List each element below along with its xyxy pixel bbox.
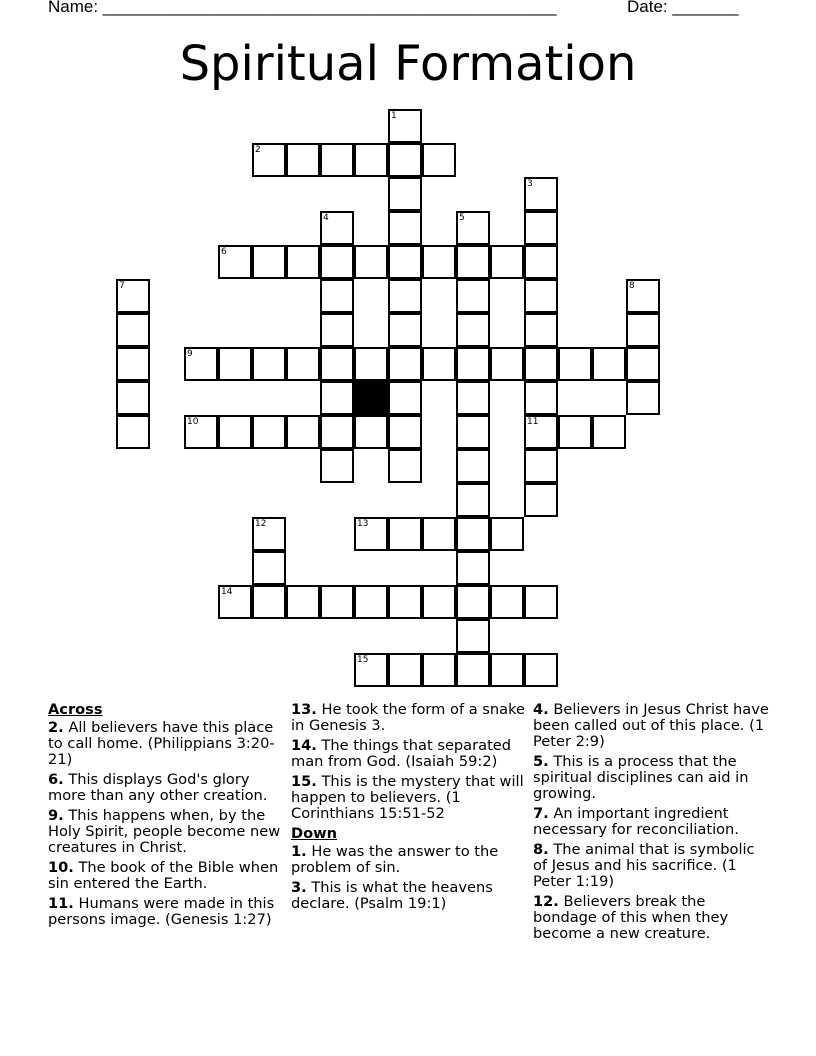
crossword-cell[interactable] <box>218 585 252 619</box>
crossword-cell[interactable] <box>456 551 490 585</box>
crossword-cell[interactable] <box>524 381 558 415</box>
crossword-cell[interactable] <box>388 517 422 551</box>
crossword-cell[interactable] <box>354 245 388 279</box>
crossword-cell[interactable] <box>354 653 388 687</box>
clue-item-number: 2. <box>48 719 64 736</box>
crossword-cell[interactable] <box>456 313 490 347</box>
crossword-cell[interactable] <box>626 279 660 313</box>
crossword-cell[interactable] <box>456 347 490 381</box>
crossword-cell[interactable] <box>524 245 558 279</box>
crossword-cell[interactable] <box>456 245 490 279</box>
clue-item-number: 1. <box>291 843 307 860</box>
crossword-block <box>354 381 388 415</box>
across-clue-list-cont <box>291 702 527 822</box>
clue-number: 2 <box>255 145 261 155</box>
clues-column-3 <box>533 702 769 946</box>
crossword-cell[interactable] <box>422 245 456 279</box>
clue-item <box>291 738 527 770</box>
clue-number: 7 <box>119 281 125 291</box>
crossword-cell[interactable] <box>456 449 490 483</box>
crossword-cell[interactable] <box>286 415 320 449</box>
clue-item-text: An important ingredient necessary for reconciliation. <box>533 805 739 838</box>
crossword-cell[interactable] <box>422 585 456 619</box>
crossword-cell[interactable] <box>456 415 490 449</box>
crossword-cell[interactable] <box>388 449 422 483</box>
clue-item <box>48 860 284 892</box>
clue-item-text: He was the answer to the problem of sin. <box>291 843 499 876</box>
crossword-cell[interactable] <box>184 415 218 449</box>
clue-number: 1 <box>391 111 397 121</box>
across-clue-list <box>48 720 284 928</box>
crossword-cell[interactable] <box>252 415 286 449</box>
crossword-cell[interactable] <box>456 483 490 517</box>
clue-item-number: 9. <box>48 807 64 824</box>
crossword-cell[interactable] <box>524 483 558 517</box>
crossword-cell[interactable] <box>252 143 286 177</box>
clue-item-number: 13. <box>291 701 317 718</box>
clue-item-text: He took the form of a snake in Genesis 3. <box>291 701 526 734</box>
crossword-cell[interactable] <box>422 143 456 177</box>
crossword-cell[interactable] <box>252 245 286 279</box>
clue-number: 3 <box>527 179 533 189</box>
clue-item <box>48 896 284 928</box>
clues-column-1 <box>48 702 284 932</box>
crossword-cell[interactable] <box>286 245 320 279</box>
clue-item <box>533 806 769 838</box>
crossword-cell[interactable] <box>252 517 286 551</box>
crossword-cell[interactable] <box>354 347 388 381</box>
clue-number: 8 <box>629 281 635 291</box>
clue-number: 5 <box>459 213 465 223</box>
clue-item-text: All believers have this place to call home. (Philippians 3:20-21) <box>48 719 275 768</box>
crossword-cell[interactable] <box>456 211 490 245</box>
clue-item-number: 15. <box>291 773 317 790</box>
crossword-cell[interactable] <box>320 245 354 279</box>
crossword-cell[interactable] <box>456 653 490 687</box>
clue-number: 10 <box>187 417 199 427</box>
crossword-cell[interactable] <box>524 653 558 687</box>
crossword-cell[interactable] <box>524 585 558 619</box>
clue-item <box>533 754 769 802</box>
crossword-cell[interactable] <box>388 143 422 177</box>
clue-item-number: 3. <box>291 879 307 896</box>
clue-item-text: Believers break the bondage of this when they become a new creature. <box>533 893 729 942</box>
crossword-cell[interactable] <box>354 517 388 551</box>
clue-item-text: This is a process that the spiritual disciplines can aid in growing. <box>533 753 749 802</box>
clue-item-number: 7. <box>533 805 549 822</box>
crossword-cell[interactable] <box>116 381 150 415</box>
clue-number: 4 <box>323 213 329 223</box>
crossword-cell[interactable] <box>558 347 592 381</box>
crossword-cell[interactable] <box>320 143 354 177</box>
clue-item <box>291 880 527 912</box>
crossword-cell[interactable] <box>320 279 354 313</box>
crossword-cell[interactable] <box>422 347 456 381</box>
crossword-cell[interactable] <box>320 449 354 483</box>
clue-item <box>48 772 284 804</box>
crossword-cell[interactable] <box>456 381 490 415</box>
crossword-cell[interactable] <box>320 347 354 381</box>
clue-number: 12 <box>255 519 267 529</box>
crossword-cell[interactable] <box>388 211 422 245</box>
crossword-cell[interactable] <box>388 653 422 687</box>
clue-item <box>533 702 769 750</box>
clue-item-text: This is what the heavens declare. (Psalm 19:1) <box>291 879 493 912</box>
crossword-cell[interactable] <box>626 313 660 347</box>
crossword-cell[interactable] <box>252 585 286 619</box>
crossword-cell[interactable] <box>116 347 150 381</box>
clue-item-number: 8. <box>533 841 549 858</box>
clue-item-text: The animal that is symbolic of Jesus and his sacrifice. (1 Peter 1:19) <box>533 841 755 890</box>
crossword-cell[interactable] <box>456 619 490 653</box>
clue-item <box>291 844 527 876</box>
clue-item-text: This happens when, by the Holy Spirit, people become new creatures in Christ. <box>48 807 281 856</box>
crossword-cell[interactable] <box>286 347 320 381</box>
clue-item-number: 14. <box>291 737 317 754</box>
clue-item <box>48 720 284 768</box>
crossword-cell[interactable] <box>388 245 422 279</box>
clue-item <box>533 842 769 890</box>
clue-item-number: 6. <box>48 771 64 788</box>
down-heading: Down <box>291 825 338 842</box>
crossword-cell[interactable] <box>388 381 422 415</box>
crossword-cell[interactable] <box>286 585 320 619</box>
name-field-label: Name: ________________________________________________ <box>48 0 557 16</box>
crossword-cell[interactable] <box>354 585 388 619</box>
crossword-cell[interactable] <box>456 585 490 619</box>
crossword-cell[interactable] <box>558 415 592 449</box>
crossword-cell[interactable] <box>320 211 354 245</box>
clue-item <box>48 808 284 856</box>
clue-item <box>533 894 769 942</box>
crossword-cell[interactable] <box>524 347 558 381</box>
crossword-cell[interactable] <box>456 517 490 551</box>
across-heading: Across <box>48 701 103 718</box>
crossword-cell[interactable] <box>388 585 422 619</box>
crossword-cell[interactable] <box>490 347 524 381</box>
clues-column-2 <box>291 702 527 916</box>
crossword-cell[interactable] <box>456 279 490 313</box>
clue-item-text: The book of the Bible when sin entered the Earth. <box>48 859 279 892</box>
clue-item-number: 4. <box>533 701 549 718</box>
crossword-cell[interactable] <box>388 313 422 347</box>
clue-item-number: 12. <box>533 893 559 910</box>
crossword-cell[interactable] <box>116 415 150 449</box>
clue-item-text: This is the mystery that will happen to believers. (1 Corinthians 15:51-52 <box>291 773 524 822</box>
crossword-cell[interactable] <box>320 415 354 449</box>
clue-item-text: Humans were made in this persons image. (Genesis 1:27) <box>48 895 275 928</box>
crossword-cell[interactable] <box>218 415 252 449</box>
crossword-cell[interactable] <box>388 279 422 313</box>
clue-item-number: 5. <box>533 753 549 770</box>
date-field-label: Date: _______ <box>627 0 739 16</box>
clue-number: 14 <box>221 587 233 597</box>
down-clue-list-cont <box>533 702 769 942</box>
crossword-cell[interactable] <box>592 415 626 449</box>
crossword-cell[interactable] <box>524 211 558 245</box>
crossword-cell[interactable] <box>320 381 354 415</box>
clue-item <box>291 702 527 734</box>
clue-number: 6 <box>221 247 227 257</box>
down-clue-list <box>291 844 527 912</box>
crossword-cell[interactable] <box>252 551 286 585</box>
crossword-cell[interactable] <box>422 517 456 551</box>
crossword-cell[interactable] <box>490 585 524 619</box>
crossword-cell[interactable] <box>524 449 558 483</box>
clue-item <box>291 774 527 822</box>
crossword-cell[interactable] <box>422 653 456 687</box>
crossword-cell[interactable] <box>524 279 558 313</box>
clue-number: 15 <box>357 655 369 665</box>
crossword-cell[interactable] <box>218 347 252 381</box>
crossword-cell[interactable] <box>388 415 422 449</box>
clue-item-text: Believers in Jesus Christ have been called out of this place. (1 Peter 2:9) <box>533 701 769 750</box>
crossword-cell[interactable] <box>320 585 354 619</box>
crossword-cell[interactable] <box>524 313 558 347</box>
clue-item-text: This displays God's glory more than any other creation. <box>48 771 268 804</box>
crossword-cell[interactable] <box>354 415 388 449</box>
clue-item-number: 11. <box>48 895 74 912</box>
crossword-cell[interactable] <box>116 279 150 313</box>
crossword-cell[interactable] <box>626 381 660 415</box>
clue-number: 11 <box>527 417 539 427</box>
crossword-cell[interactable] <box>252 347 286 381</box>
crossword-cell[interactable] <box>524 177 558 211</box>
crossword-cell[interactable] <box>626 347 660 381</box>
crossword-cell[interactable] <box>286 143 320 177</box>
crossword-cell[interactable] <box>490 517 524 551</box>
clue-number: 9 <box>187 349 193 359</box>
crossword-cell[interactable] <box>320 313 354 347</box>
clue-number: 13 <box>357 519 369 529</box>
crossword-cell[interactable] <box>388 177 422 211</box>
clue-item-number: 10. <box>48 859 74 876</box>
crossword-cell[interactable] <box>116 313 150 347</box>
clue-item-text: The things that separated man from God. (Isaiah 59:2) <box>291 737 512 770</box>
crossword-cell[interactable] <box>388 109 422 143</box>
crossword-cell[interactable] <box>592 347 626 381</box>
page-title: Spiritual Formation <box>179 36 637 92</box>
crossword-cell[interactable] <box>218 245 252 279</box>
crossword-cell[interactable] <box>388 347 422 381</box>
crossword-cell[interactable] <box>524 415 558 449</box>
crossword-cell[interactable] <box>490 245 524 279</box>
crossword-cell[interactable] <box>354 143 388 177</box>
crossword-cell[interactable] <box>490 653 524 687</box>
crossword-cell[interactable] <box>184 347 218 381</box>
